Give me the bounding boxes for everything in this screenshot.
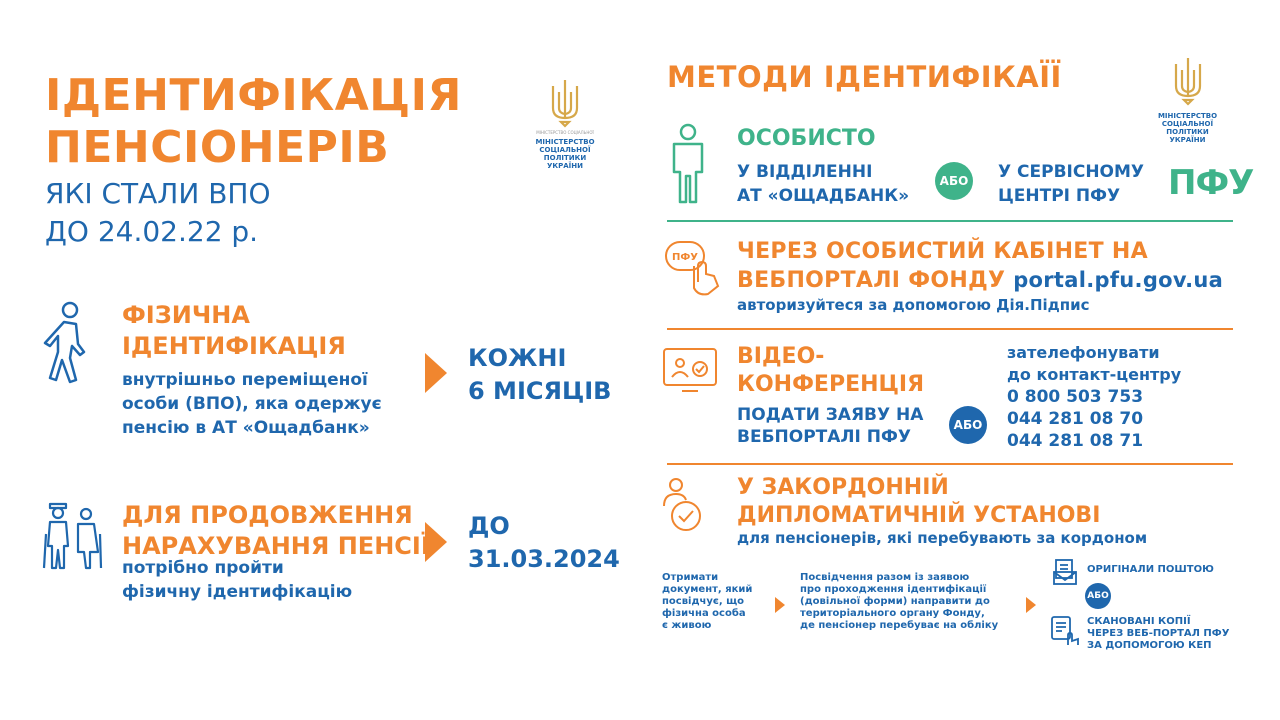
ministry-line-3: УКРАЇНИ	[1169, 136, 1206, 144]
option-post: ОРИГІНАЛИ ПОШТОЮ	[1087, 564, 1214, 575]
opt2-line: ЧЕРЕЗ ВЕБ-ПОРТАЛ ПФУ	[1087, 628, 1230, 639]
video-apply-line-2: ВЕБПОРТАЛІ ПФУ	[737, 427, 911, 447]
trident-icon	[1171, 56, 1205, 106]
physical-body-line-2: особи (ВПО), яка одержує	[122, 394, 382, 414]
main-subtitle	[45, 175, 271, 251]
ministry-logo-left	[520, 78, 610, 170]
or-badge: АБО	[949, 406, 987, 444]
personal-bank-line-1: У ВІДДІЛЕННІ	[737, 162, 873, 182]
video-apply	[737, 404, 923, 448]
divider-green	[667, 220, 1233, 222]
arrow-right-icon	[425, 353, 447, 393]
ministry-line-2: СОЦІАЛЬНОЇ ПОЛІТИКИ	[539, 146, 591, 162]
opt2-line: СКАНОВАНІ КОПІЇ	[1087, 616, 1191, 627]
main-title	[45, 70, 462, 174]
arrow-right-icon	[1026, 597, 1036, 613]
walking-person-icon	[40, 300, 96, 384]
cabinet-title-line-1: ЧЕРЕЗ ОСОБИСТИЙ КАБІНЕТ НА	[737, 239, 1148, 264]
video-title-line-1: ВІДЕО-	[737, 344, 825, 369]
subtitle-line-1: ЯКІ СТАЛИ ВПО	[45, 177, 271, 210]
deadline-line-2: 31.03.2024	[468, 545, 620, 573]
physical-title-line-1: ФІЗИЧНА	[122, 301, 250, 329]
abroad-title-line-1: У ЗАКОРДОННІЙ	[737, 475, 949, 500]
physical-body	[122, 368, 382, 440]
step1-line: документ, який	[662, 584, 753, 595]
divider-orange	[667, 463, 1233, 465]
period-line-2: 6 МІСЯЦІВ	[468, 377, 612, 405]
pfu-logo: ПФУ	[1168, 163, 1254, 203]
extend-body-line-2: фізичну ідентифікацію	[122, 582, 353, 602]
extend-deadline	[468, 510, 620, 576]
mail-document-icon	[1052, 558, 1078, 586]
methods-title: МЕТОДИ ІДЕНТИФІКАЇЇ	[667, 60, 1062, 94]
personal-bank	[737, 160, 909, 208]
elderly-couple-icon	[40, 500, 104, 570]
physical-body-line-3: пенсію в АТ «Ощадбанк»	[122, 418, 370, 438]
title-line-1: ІДЕНТИФІКАЦІЯ	[45, 70, 462, 121]
step1-line: Отримати	[662, 572, 719, 583]
step2-line: Посвідчення разом із заявою	[800, 572, 970, 583]
arrow-right-icon	[775, 597, 785, 613]
call-line-1: зателефонувати	[1007, 343, 1160, 362]
cabinet-title-line-2: ВЕБПОРТАЛІ ФОНДУ	[737, 268, 1006, 293]
extend-body-line-1: потрібно пройти	[122, 558, 284, 578]
ministry-name	[520, 138, 610, 170]
ministry-name	[1140, 112, 1235, 144]
cabinet-title	[737, 238, 1223, 295]
opt2-line: ЗА ДОПОМОГОЮ КЕП	[1087, 640, 1212, 651]
portal-url-link[interactable]: portal.pfu.gov.ua	[1013, 268, 1224, 292]
deadline-line-1: ДО	[468, 512, 510, 540]
phone-number-3[interactable]: 044 281 08 71	[1007, 431, 1144, 451]
person-standing-icon	[668, 122, 708, 206]
ministry-small-text: МІНІСТЕРСТВО СОЦІАЛЬНОЇ	[536, 130, 594, 135]
physical-period	[468, 342, 611, 408]
ministry-line-3: УКРАЇНИ	[547, 162, 583, 170]
title-line-2: ПЕНСІОНЕРІВ	[45, 122, 390, 173]
video-conference-icon	[662, 347, 718, 393]
extend-title-line-2: НАРАХУВАННЯ ПЕНСІЇ	[122, 532, 430, 560]
verified-person-icon	[662, 476, 702, 534]
step2-line: про проходження ідентифікації	[800, 584, 987, 595]
scan-document-icon	[1050, 615, 1080, 647]
service-center-line-1: У СЕРВІСНОМУ	[998, 162, 1145, 182]
or-badge: АБО	[1085, 583, 1111, 609]
extend-title	[122, 500, 430, 562]
physical-body-line-1: внутрішньо переміщеної	[122, 370, 368, 390]
arrow-right-icon	[425, 522, 447, 562]
extend-body	[122, 556, 352, 604]
abroad-title-line-2: ДИПЛОМАТИЧНІЙ УСТАНОВІ	[737, 503, 1101, 528]
option-scan	[1087, 616, 1229, 652]
physical-title	[122, 300, 346, 362]
ministry-logo-right	[1140, 56, 1235, 144]
video-title	[737, 343, 924, 399]
step1-line: посвідчує, що	[662, 596, 745, 607]
period-line-1: КОЖНІ	[468, 344, 567, 372]
call-line-2: до контакт-центру	[1007, 365, 1182, 384]
phone-number-1[interactable]: 0 800 503 753	[1007, 387, 1144, 407]
step2-line: де пенсіонер перебуває на обліку	[800, 620, 999, 631]
physical-title-line-2: ІДЕНТИФІКАЦІЯ	[122, 332, 346, 360]
step1-line: є живою	[662, 620, 712, 631]
personal-bank-line-2: АТ «ОЩАДБАНК»	[737, 186, 910, 206]
contact-center	[1007, 342, 1181, 452]
cabinet-note: авторизуйтеся за допомогою Дія.Підпис	[737, 296, 1090, 314]
abroad-step-2	[800, 572, 1020, 632]
pfu-touch-icon	[664, 236, 724, 298]
abroad-note: для пенсіонерів, які перебувають за кордоном	[737, 529, 1148, 547]
phone-number-2[interactable]: 044 281 08 70	[1007, 409, 1144, 429]
step2-line: (довільної форми) направити до	[800, 596, 990, 607]
video-apply-line-1: ПОДАТИ ЗАЯВУ НА	[737, 405, 924, 425]
video-title-line-2: КОНФЕРЕНЦІЯ	[737, 372, 925, 397]
ministry-line-2: СОЦІАЛЬНОЇ ПОЛІТИКИ	[1161, 120, 1214, 136]
divider-orange	[667, 328, 1233, 330]
ministry-line-1: МІНІСТЕРСТВО	[535, 138, 595, 146]
abroad-step-1	[662, 572, 772, 632]
subtitle-line-2: ДО 24.02.22 р.	[45, 215, 259, 248]
pfu-icon-label: ПФУ	[672, 252, 698, 263]
personal-service-center	[998, 160, 1144, 208]
ministry-line-1: МІНІСТЕРСТВО	[1157, 112, 1218, 120]
service-center-line-2: ЦЕНТРІ ПФУ	[998, 186, 1121, 206]
or-badge: АБО	[935, 162, 973, 200]
step2-line: територіального органу Фонду,	[800, 608, 985, 619]
step1-line: фізична особа	[662, 608, 746, 619]
extend-title-line-1: ДЛЯ ПРОДОВЖЕННЯ	[122, 501, 413, 529]
abroad-title	[737, 474, 1100, 530]
trident-icon	[548, 78, 582, 128]
personal-title: ОСОБИСТО	[737, 126, 876, 151]
